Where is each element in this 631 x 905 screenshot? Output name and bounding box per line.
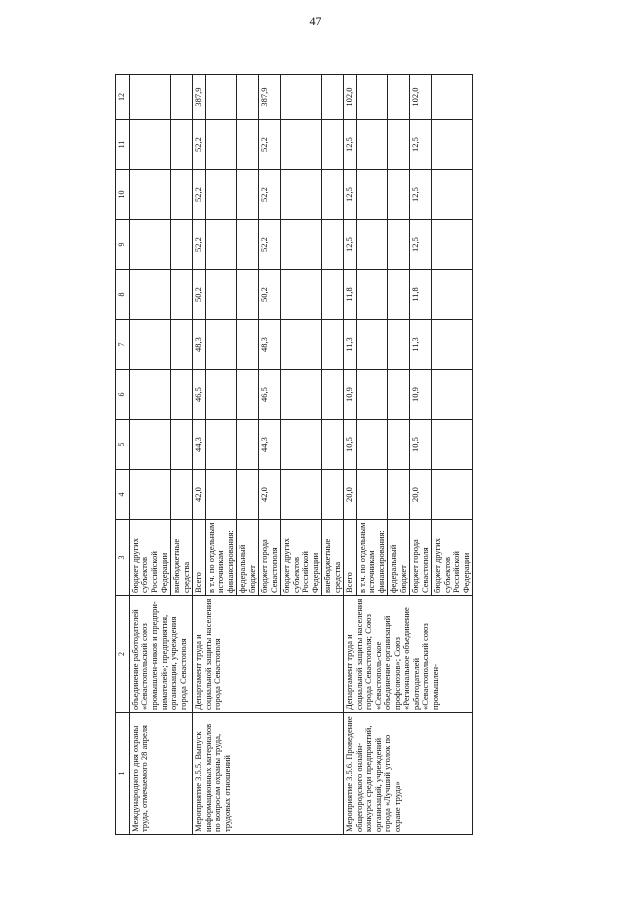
value-cell	[281, 220, 322, 270]
value-cell: 102,0	[344, 75, 357, 120]
funding-source-cell: в т.ч. по отдельным источникам финансирования:	[205, 520, 237, 596]
column-header-10: 10	[116, 170, 130, 220]
table-row	[344, 75, 357, 835]
value-cell: 12,5	[410, 120, 432, 170]
value-cell	[129, 75, 170, 120]
value-cell: 10,9	[410, 370, 432, 420]
value-cell	[237, 270, 259, 320]
activity-cell: Международного дня охраны труда, отмечаемого 28 апреля	[129, 713, 192, 835]
value-cell	[171, 320, 193, 370]
column-header-2: 2	[116, 596, 130, 713]
value-cell	[281, 370, 322, 420]
value-cell	[281, 320, 322, 370]
value-cell	[129, 370, 170, 420]
value-cell	[322, 270, 344, 320]
value-cell	[322, 220, 344, 270]
funding-source-cell: бюджет других субъектов Российской Федерации	[281, 520, 322, 596]
funding-source-cell: внебюджетные средства	[322, 520, 344, 596]
value-cell: 52,2	[193, 220, 206, 270]
value-cell: 11,3	[410, 320, 432, 370]
value-cell	[432, 120, 473, 170]
funding-source-cell: в т.ч. по отдельным источникам финансирования:	[356, 520, 388, 596]
funding-source-cell: Всего	[193, 520, 206, 596]
value-cell: 10,5	[410, 420, 432, 470]
executor-cell: Департамент труда и социальной защиты населения города Севастополя; Союз «Севастополь-ское объединение организаций профсоюзов»; Союз «Региональное объединение работодателей «Севастопольский союз промышлен-	[344, 596, 473, 713]
value-cell: 387,9	[193, 75, 206, 120]
header-row	[116, 75, 130, 835]
column-header-8: 8	[116, 270, 130, 320]
value-cell: 102,0	[410, 75, 432, 120]
value-cell	[205, 370, 237, 420]
value-cell	[281, 270, 322, 320]
column-header-11: 11	[116, 120, 130, 170]
value-cell: 10,5	[344, 420, 357, 470]
value-cell	[356, 420, 388, 470]
value-cell	[432, 170, 473, 220]
value-cell	[205, 470, 237, 520]
value-cell: 12,5	[410, 170, 432, 220]
column-header-1: 1	[116, 713, 130, 835]
value-cell	[237, 170, 259, 220]
value-cell	[356, 120, 388, 170]
table-row	[129, 75, 170, 835]
value-cell: 20,0	[344, 470, 357, 520]
value-cell: 52,2	[193, 170, 206, 220]
value-cell	[432, 370, 473, 420]
value-cell	[129, 320, 170, 370]
value-cell	[237, 370, 259, 420]
value-cell	[205, 320, 237, 370]
value-cell	[281, 470, 322, 520]
value-cell	[388, 170, 410, 220]
value-cell	[322, 470, 344, 520]
value-cell: 46,5	[193, 370, 206, 420]
value-cell	[432, 220, 473, 270]
column-header-5: 5	[116, 420, 130, 470]
executor-cell: Департамент труда и социальной защиты населения города Севастополя	[193, 596, 344, 713]
value-cell	[432, 470, 473, 520]
value-cell	[281, 120, 322, 170]
value-cell: 52,2	[259, 170, 281, 220]
value-cell	[356, 75, 388, 120]
value-cell	[388, 270, 410, 320]
value-cell	[237, 470, 259, 520]
value-cell	[356, 470, 388, 520]
column-header-3: 3	[116, 520, 130, 596]
value-cell	[171, 170, 193, 220]
value-cell: 50,2	[193, 270, 206, 320]
value-cell	[432, 270, 473, 320]
value-cell	[171, 75, 193, 120]
value-cell	[432, 75, 473, 120]
column-header-4: 4	[116, 470, 130, 520]
value-cell	[237, 320, 259, 370]
value-cell: 50,2	[259, 270, 281, 320]
funding-source-cell: бюджет других субъектов Российской Федерации	[129, 520, 170, 596]
value-cell	[129, 270, 170, 320]
value-cell	[205, 270, 237, 320]
value-cell	[205, 420, 237, 470]
financing-table	[115, 74, 473, 835]
value-cell: 46,5	[259, 370, 281, 420]
value-cell	[356, 270, 388, 320]
value-cell: 42,0	[193, 470, 206, 520]
value-cell	[129, 420, 170, 470]
value-cell	[171, 370, 193, 420]
value-cell: 12,5	[410, 220, 432, 270]
value-cell	[171, 270, 193, 320]
value-cell	[171, 220, 193, 270]
value-cell	[388, 420, 410, 470]
page-number: 47	[309, 14, 322, 28]
table-body	[129, 75, 473, 835]
value-cell: 52,2	[259, 120, 281, 170]
value-cell: 11,3	[344, 320, 357, 370]
funding-source-cell: Всего	[344, 520, 357, 596]
value-cell: 12,5	[344, 220, 357, 270]
funding-source-cell: бюджет города Севастополя	[259, 520, 281, 596]
value-cell	[322, 120, 344, 170]
value-cell: 44,3	[259, 420, 281, 470]
value-cell: 44,3	[193, 420, 206, 470]
funding-source-cell: федеральный бюджет	[388, 520, 410, 596]
column-header-6: 6	[116, 370, 130, 420]
table-row	[193, 75, 206, 835]
value-cell	[388, 120, 410, 170]
rotated-table-frame	[115, 75, 535, 835]
value-cell	[322, 370, 344, 420]
value-cell	[281, 420, 322, 470]
activity-cell: Мероприятие 3.5.5. Выпуск информационных материалов по вопросам охраны труда, трудовых отношений	[193, 713, 344, 835]
value-cell	[388, 470, 410, 520]
value-cell	[129, 120, 170, 170]
value-cell	[356, 220, 388, 270]
value-cell: 10,9	[344, 370, 357, 420]
value-cell	[356, 370, 388, 420]
value-cell	[205, 220, 237, 270]
value-cell	[322, 75, 344, 120]
value-cell: 20,0	[410, 470, 432, 520]
value-cell	[237, 220, 259, 270]
value-cell	[171, 420, 193, 470]
value-cell	[356, 320, 388, 370]
value-cell	[129, 220, 170, 270]
value-cell	[237, 120, 259, 170]
value-cell: 42,0	[259, 470, 281, 520]
value-cell	[205, 170, 237, 220]
value-cell: 52,2	[259, 220, 281, 270]
value-cell	[388, 75, 410, 120]
value-cell	[129, 170, 170, 220]
value-cell	[388, 320, 410, 370]
value-cell	[281, 75, 322, 120]
value-cell: 11,8	[410, 270, 432, 320]
value-cell	[322, 170, 344, 220]
funding-source-cell: бюджет других субъектов Российской Федерации	[432, 520, 473, 596]
value-cell	[171, 120, 193, 170]
activity-cell: Мероприятие 3.5.6. Проведение общегородского онлайн-конкурса среди предприятий, организаций, учреждений города «Лучший уголок по охране труда»	[344, 713, 473, 835]
value-cell: 387,9	[259, 75, 281, 120]
funding-source-cell: внебюджетные средства	[171, 520, 193, 596]
value-cell: 48,3	[259, 320, 281, 370]
column-header-9: 9	[116, 220, 130, 270]
value-cell	[322, 320, 344, 370]
value-cell	[432, 420, 473, 470]
value-cell	[356, 170, 388, 220]
value-cell: 11,8	[344, 270, 357, 320]
value-cell	[171, 470, 193, 520]
column-header-7: 7	[116, 320, 130, 370]
column-header-12: 12	[116, 75, 130, 120]
value-cell: 52,2	[193, 120, 206, 170]
value-cell	[205, 75, 237, 120]
value-cell	[237, 420, 259, 470]
value-cell: 12,5	[344, 120, 357, 170]
funding-source-cell: бюджет города Севастополя	[410, 520, 432, 596]
funding-source-cell: федеральный бюджет	[237, 520, 259, 596]
value-cell	[388, 220, 410, 270]
value-cell	[322, 420, 344, 470]
value-cell	[281, 170, 322, 220]
value-cell	[237, 75, 259, 120]
value-cell: 12,5	[344, 170, 357, 220]
value-cell	[129, 470, 170, 520]
executor-cell: объединение работодателей «Севастопольский союз промышлен-ников и предпри-нимателей»; предприятия, организации, учреждения города Севастополя	[129, 596, 192, 713]
value-cell: 48,3	[193, 320, 206, 370]
value-cell	[432, 320, 473, 370]
value-cell	[388, 370, 410, 420]
value-cell	[205, 120, 237, 170]
